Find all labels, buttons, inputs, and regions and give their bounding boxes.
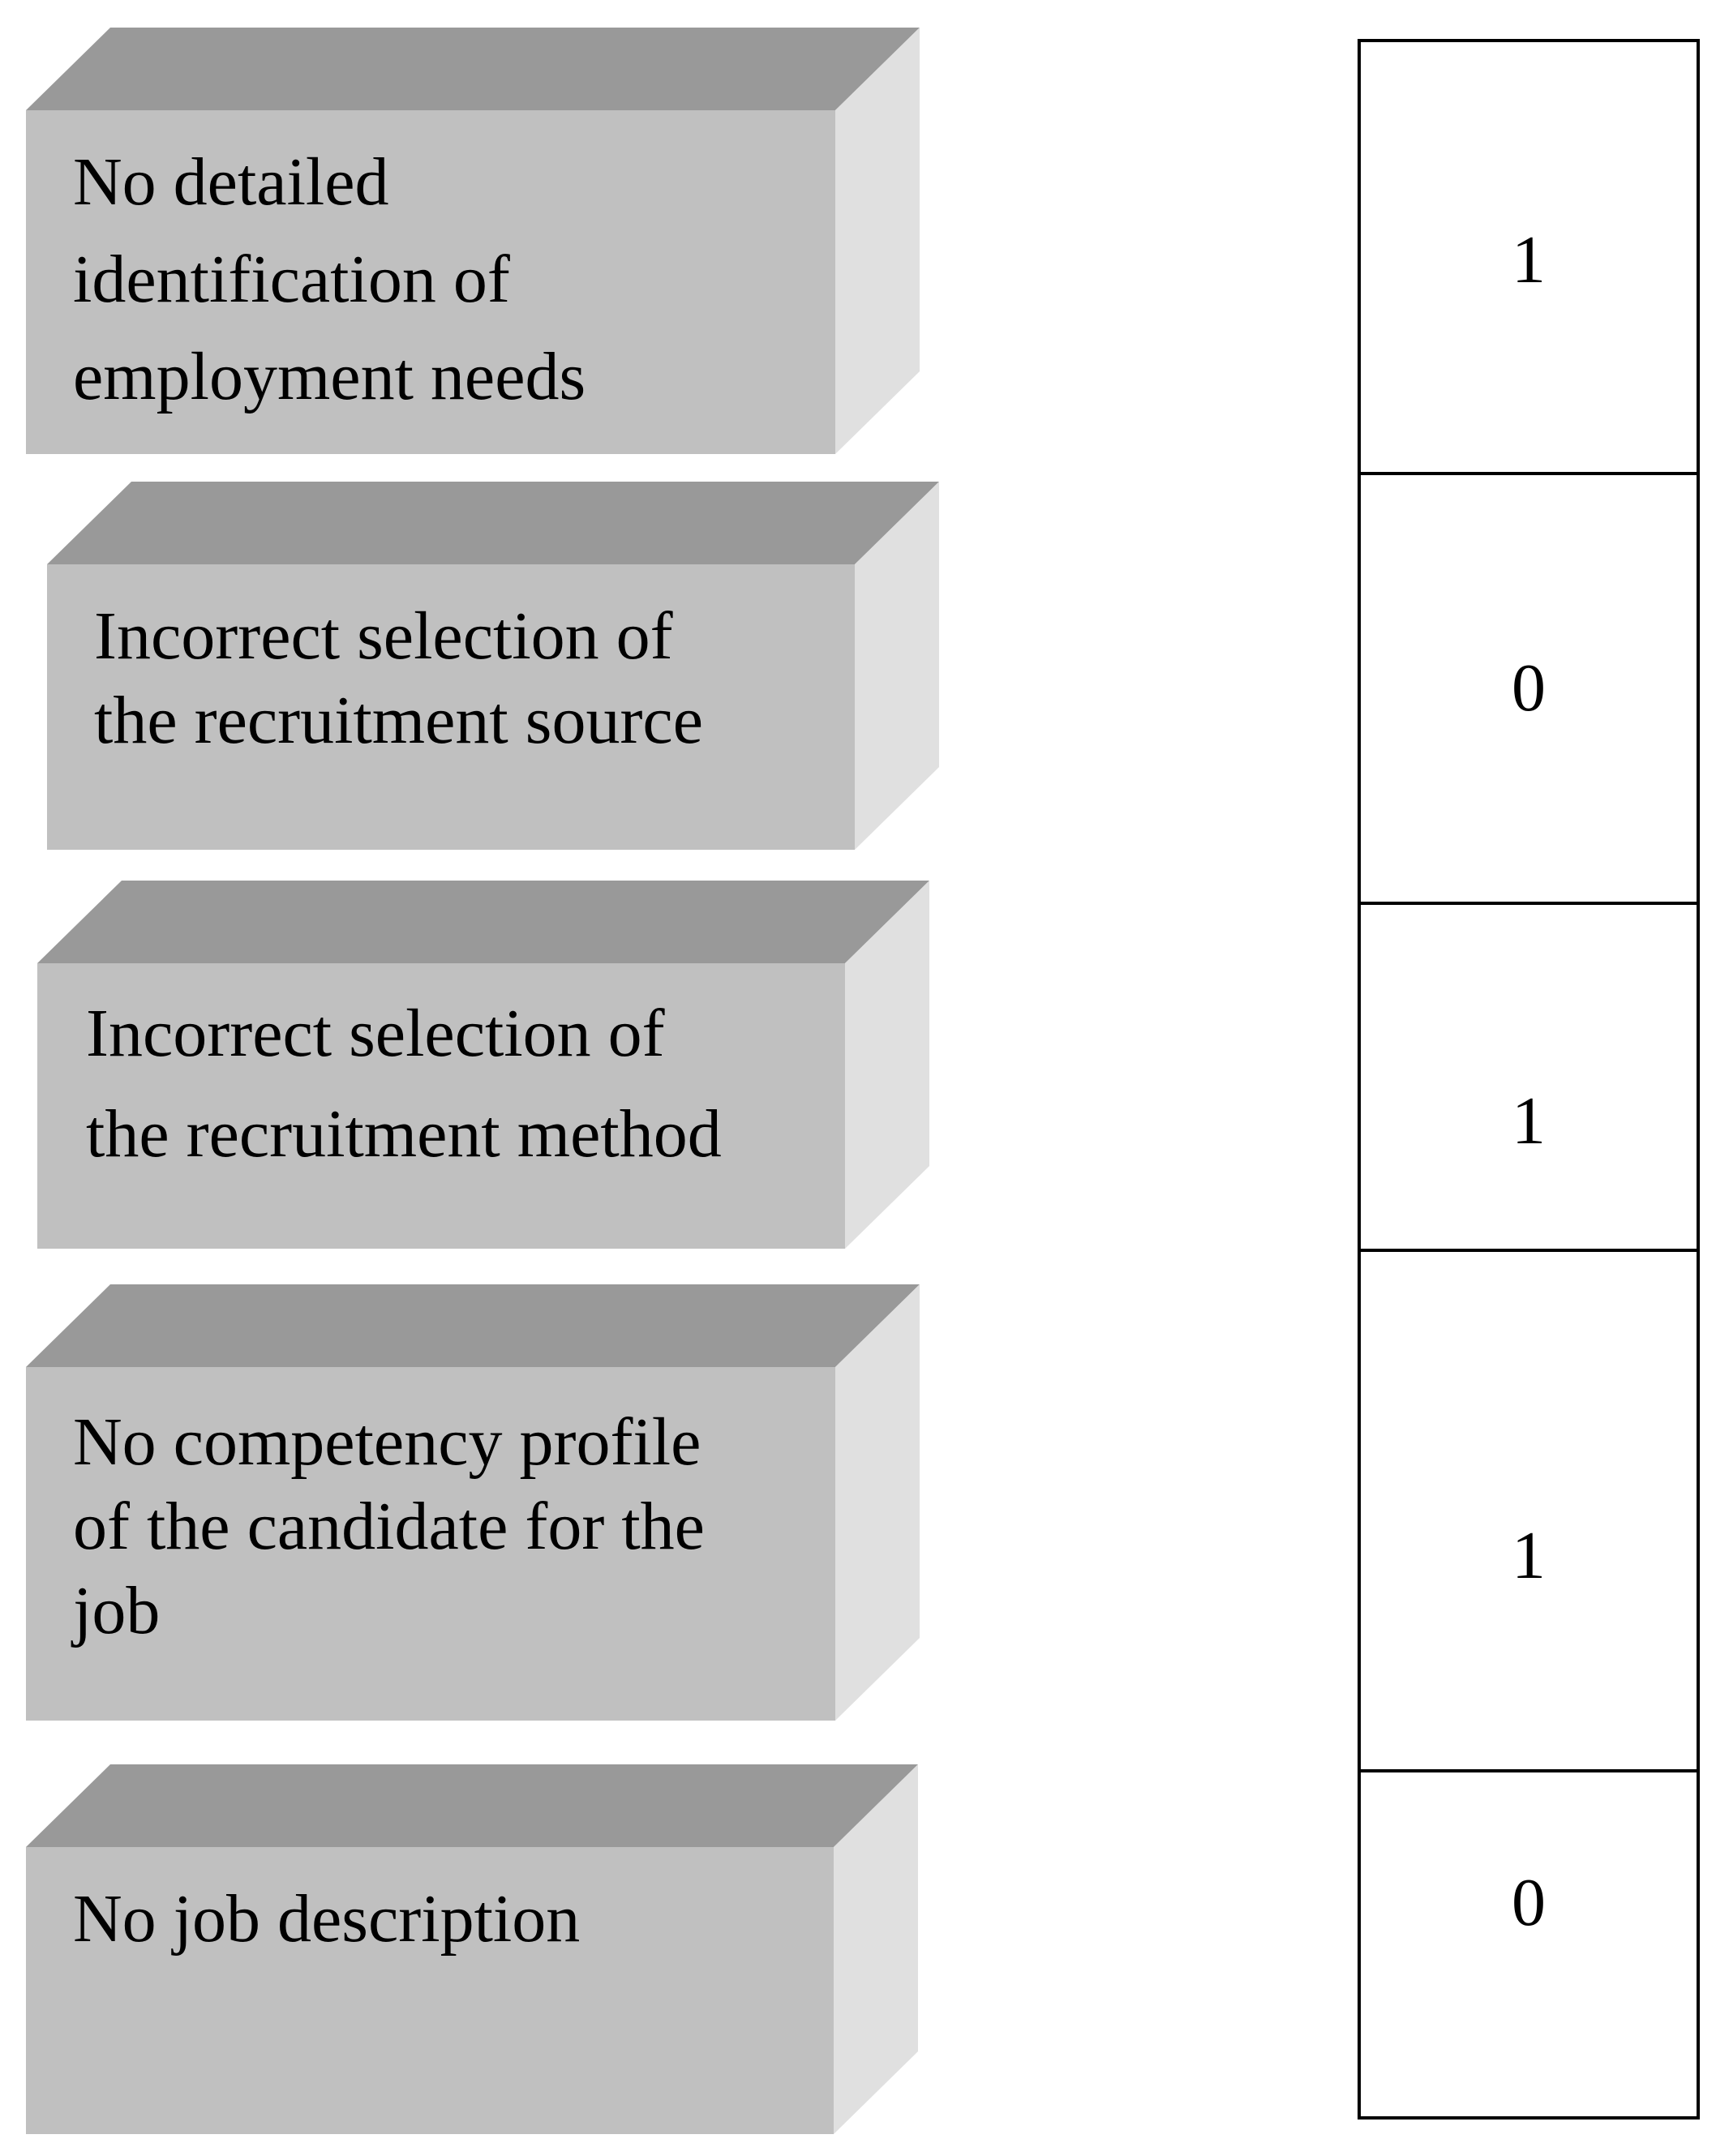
value-table xyxy=(1359,41,1698,2118)
factor-box xyxy=(26,1284,920,1721)
factor-label-line: Incorrect selection of xyxy=(94,598,673,674)
factor-boxes xyxy=(26,28,939,2134)
factor-box xyxy=(37,881,929,1249)
box-top-face xyxy=(26,1764,918,1847)
factor-label-line: No detailed xyxy=(73,144,389,220)
value-cell: 0 xyxy=(1512,650,1546,726)
box-top-face xyxy=(47,482,939,564)
factor-label-line: employment needs xyxy=(73,339,586,414)
factor-label-line: job xyxy=(73,1573,161,1648)
value-cell: 0 xyxy=(1512,1865,1546,1940)
box-top-face xyxy=(26,1284,920,1367)
box-top-face xyxy=(26,28,920,110)
factor-label-line: of the candidate for the xyxy=(73,1489,705,1564)
factor-label-line: identification of xyxy=(73,242,510,317)
factor-label-line: No job description xyxy=(73,1881,581,1957)
value-cell: 1 xyxy=(1512,222,1546,298)
value-cell: 1 xyxy=(1512,1083,1546,1159)
factor-label-line: Incorrect selection of xyxy=(86,996,665,1071)
factor-box xyxy=(26,1764,918,2134)
factor-label-line: the recruitment method xyxy=(86,1096,722,1172)
factor-box xyxy=(26,28,920,454)
factor-label-line: No competency profile xyxy=(73,1404,701,1480)
factor-box xyxy=(47,482,939,850)
factor-label-line: the recruitment source xyxy=(94,683,703,758)
box-top-face xyxy=(37,881,929,963)
value-table-border xyxy=(1359,41,1698,2118)
value-cell: 1 xyxy=(1512,1518,1546,1593)
